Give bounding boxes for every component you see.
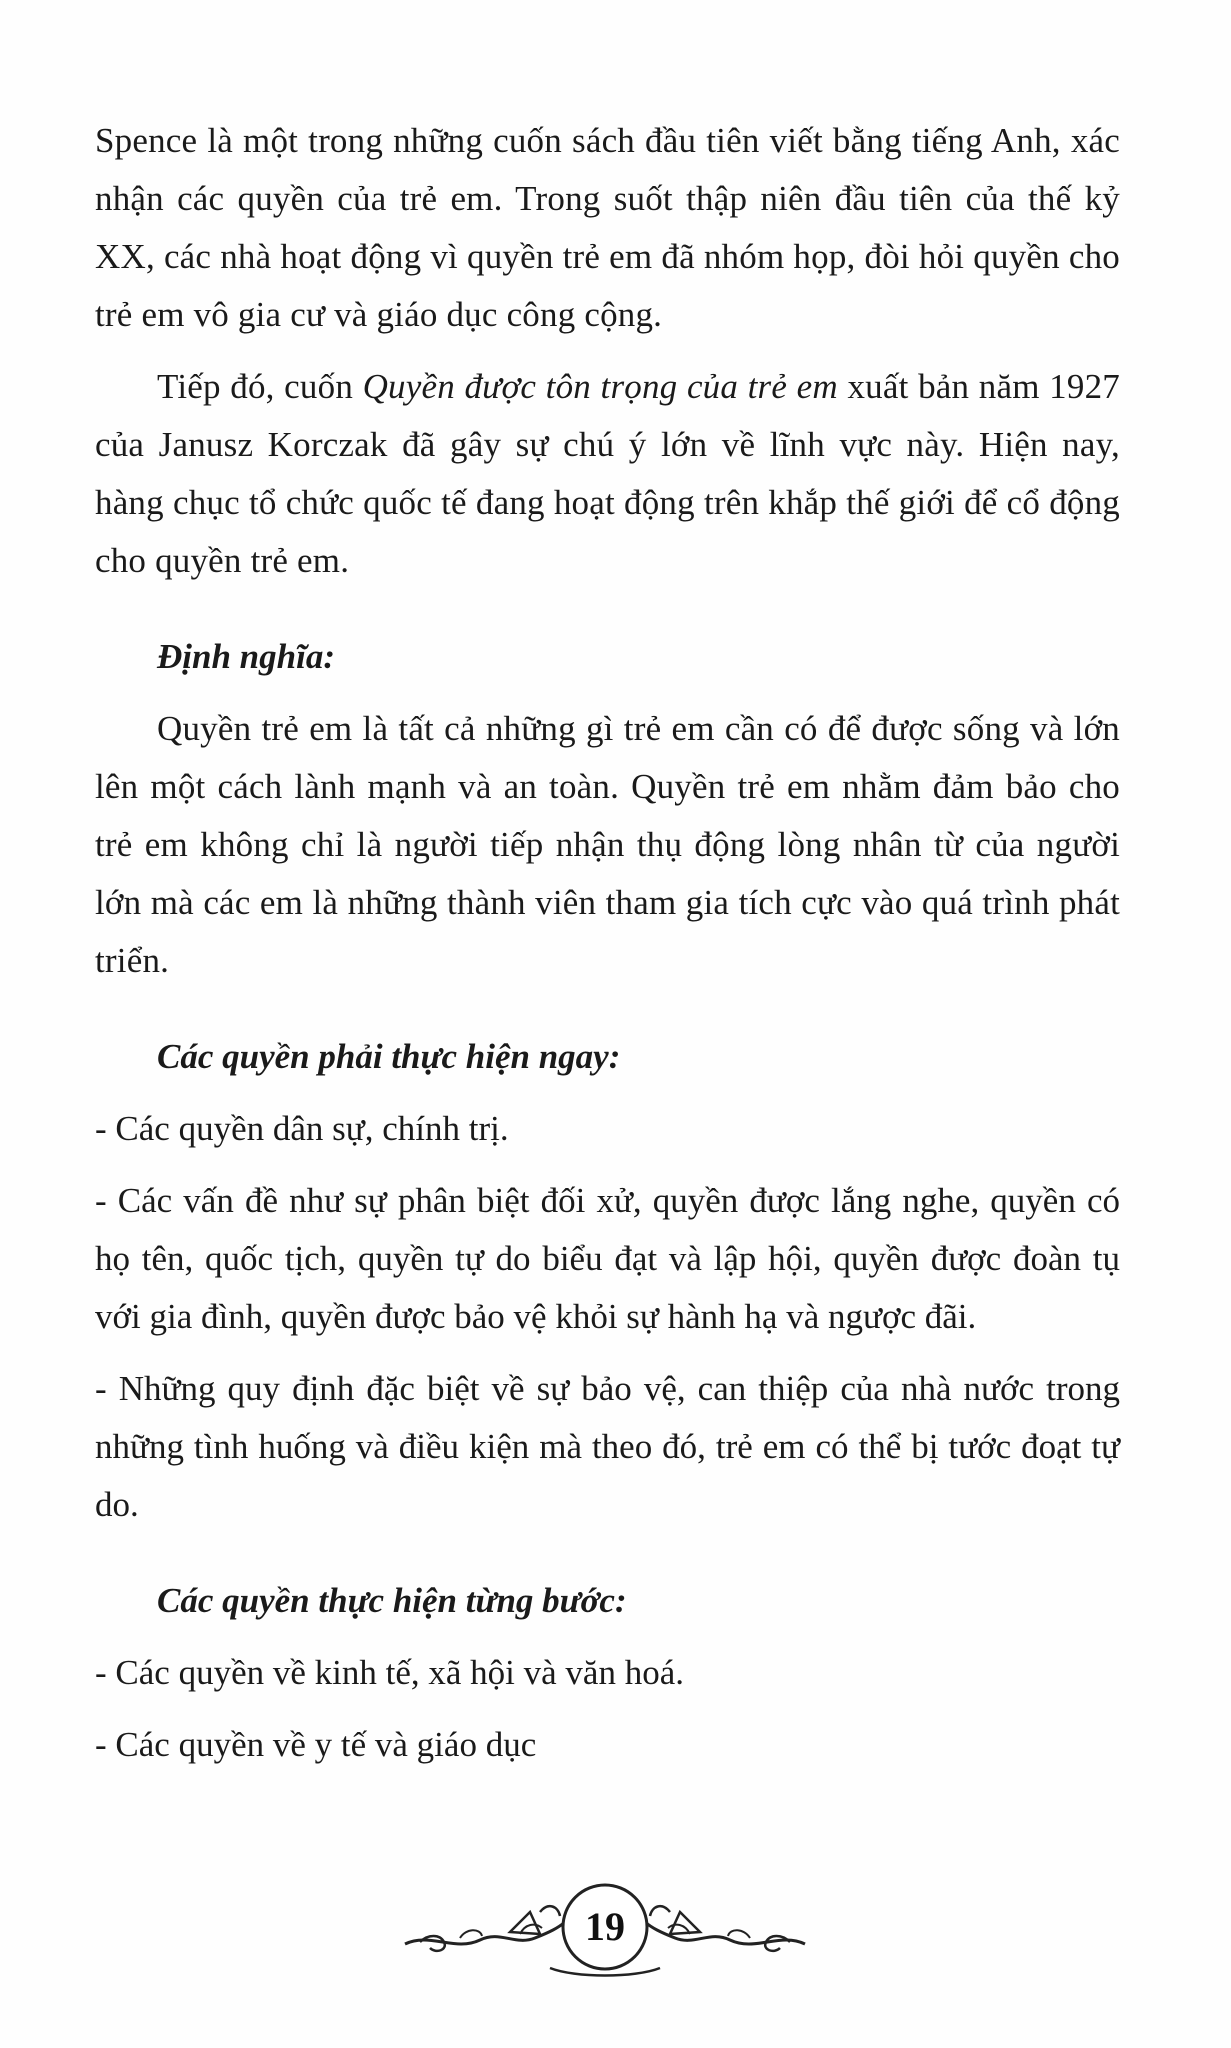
paragraph-korczak-start: Tiếp đó, cuốn [157, 367, 363, 406]
page-content [95, 112, 1120, 1774]
immediate-rights-item-text: - Các quyền dân sự, chính trị. [95, 1109, 509, 1148]
immediate-rights-item-text: - Những quy định đặc biệt về sự bảo vệ, can thiệp của nhà nước trong những tình huống và điều kiện mà theo đó, trẻ em có thể bị tước đoạt tự do. [95, 1369, 1120, 1524]
gradual-rights-item-text: - Các quyền về kinh tế, xã hội và văn hoá. [95, 1653, 684, 1692]
book-title-italic: Quyền được tôn trọng của trẻ em [362, 367, 838, 406]
gradual-rights-item-text: - Các quyền về y tế và giáo dục [95, 1725, 537, 1764]
definition-heading: Định nghĩa: [157, 637, 335, 676]
immediate-rights-heading: Các quyền phải thực hiện ngay: [157, 1037, 621, 1076]
definition-paragraph [95, 700, 1120, 990]
immediate-rights-item [95, 1100, 1120, 1158]
page-number: 19 [585, 1904, 625, 1949]
immediate-rights-item-text: - Các vấn đề như sự phân biệt đối xử, quyền được lắng nghe, quyền có họ tên, quốc tịch, quyền tự do biểu đạt và lập hội, quyền được đoàn tụ với gia đình, quyền được bảo vệ khỏi sự hành hạ và ngược đãi. [95, 1181, 1120, 1336]
paragraph-korczak [95, 358, 1120, 590]
page-footer-ornament [400, 1872, 810, 1982]
immediate-rights-item [95, 1172, 1120, 1346]
gradual-rights-heading: Các quyền thực hiện từng bước: [157, 1581, 627, 1620]
definition-text: Quyền trẻ em là tất cả những gì trẻ em cần có để được sống và lớn lên một cách lành mạnh và an toàn. Quyền trẻ em nhằm đảm bảo cho trẻ em không chỉ là người tiếp nhận thụ động lòng nhân từ của người lớn mà các em là những thành viên tham gia tích cực vào quá trình phát triển. [95, 709, 1120, 980]
immediate-rights-item [95, 1360, 1120, 1534]
gradual-rights-item [95, 1644, 1120, 1702]
paragraph-spence: Spence là một trong những cuốn sách đầu tiên viết bằng tiếng Anh, xác nhận các quyền của trẻ em. Trong suốt thập niên đầu tiên của thế kỷ XX, các nhà hoạt động vì quyền trẻ em đã nhóm họp, đòi hỏi quyền cho trẻ em vô gia cư và giáo dục công cộng. [95, 121, 1120, 334]
paragraph-korczak-end: xuất bản năm 1927 của Janusz Korczak đã gây sự chú ý lớn về lĩnh vực này. Hiện nay, hàng chục tổ chức quốc tế đang hoạt động trên khắp thế giới để cổ động cho quyền trẻ em. [95, 367, 1120, 580]
gradual-rights-item [95, 1716, 1120, 1774]
